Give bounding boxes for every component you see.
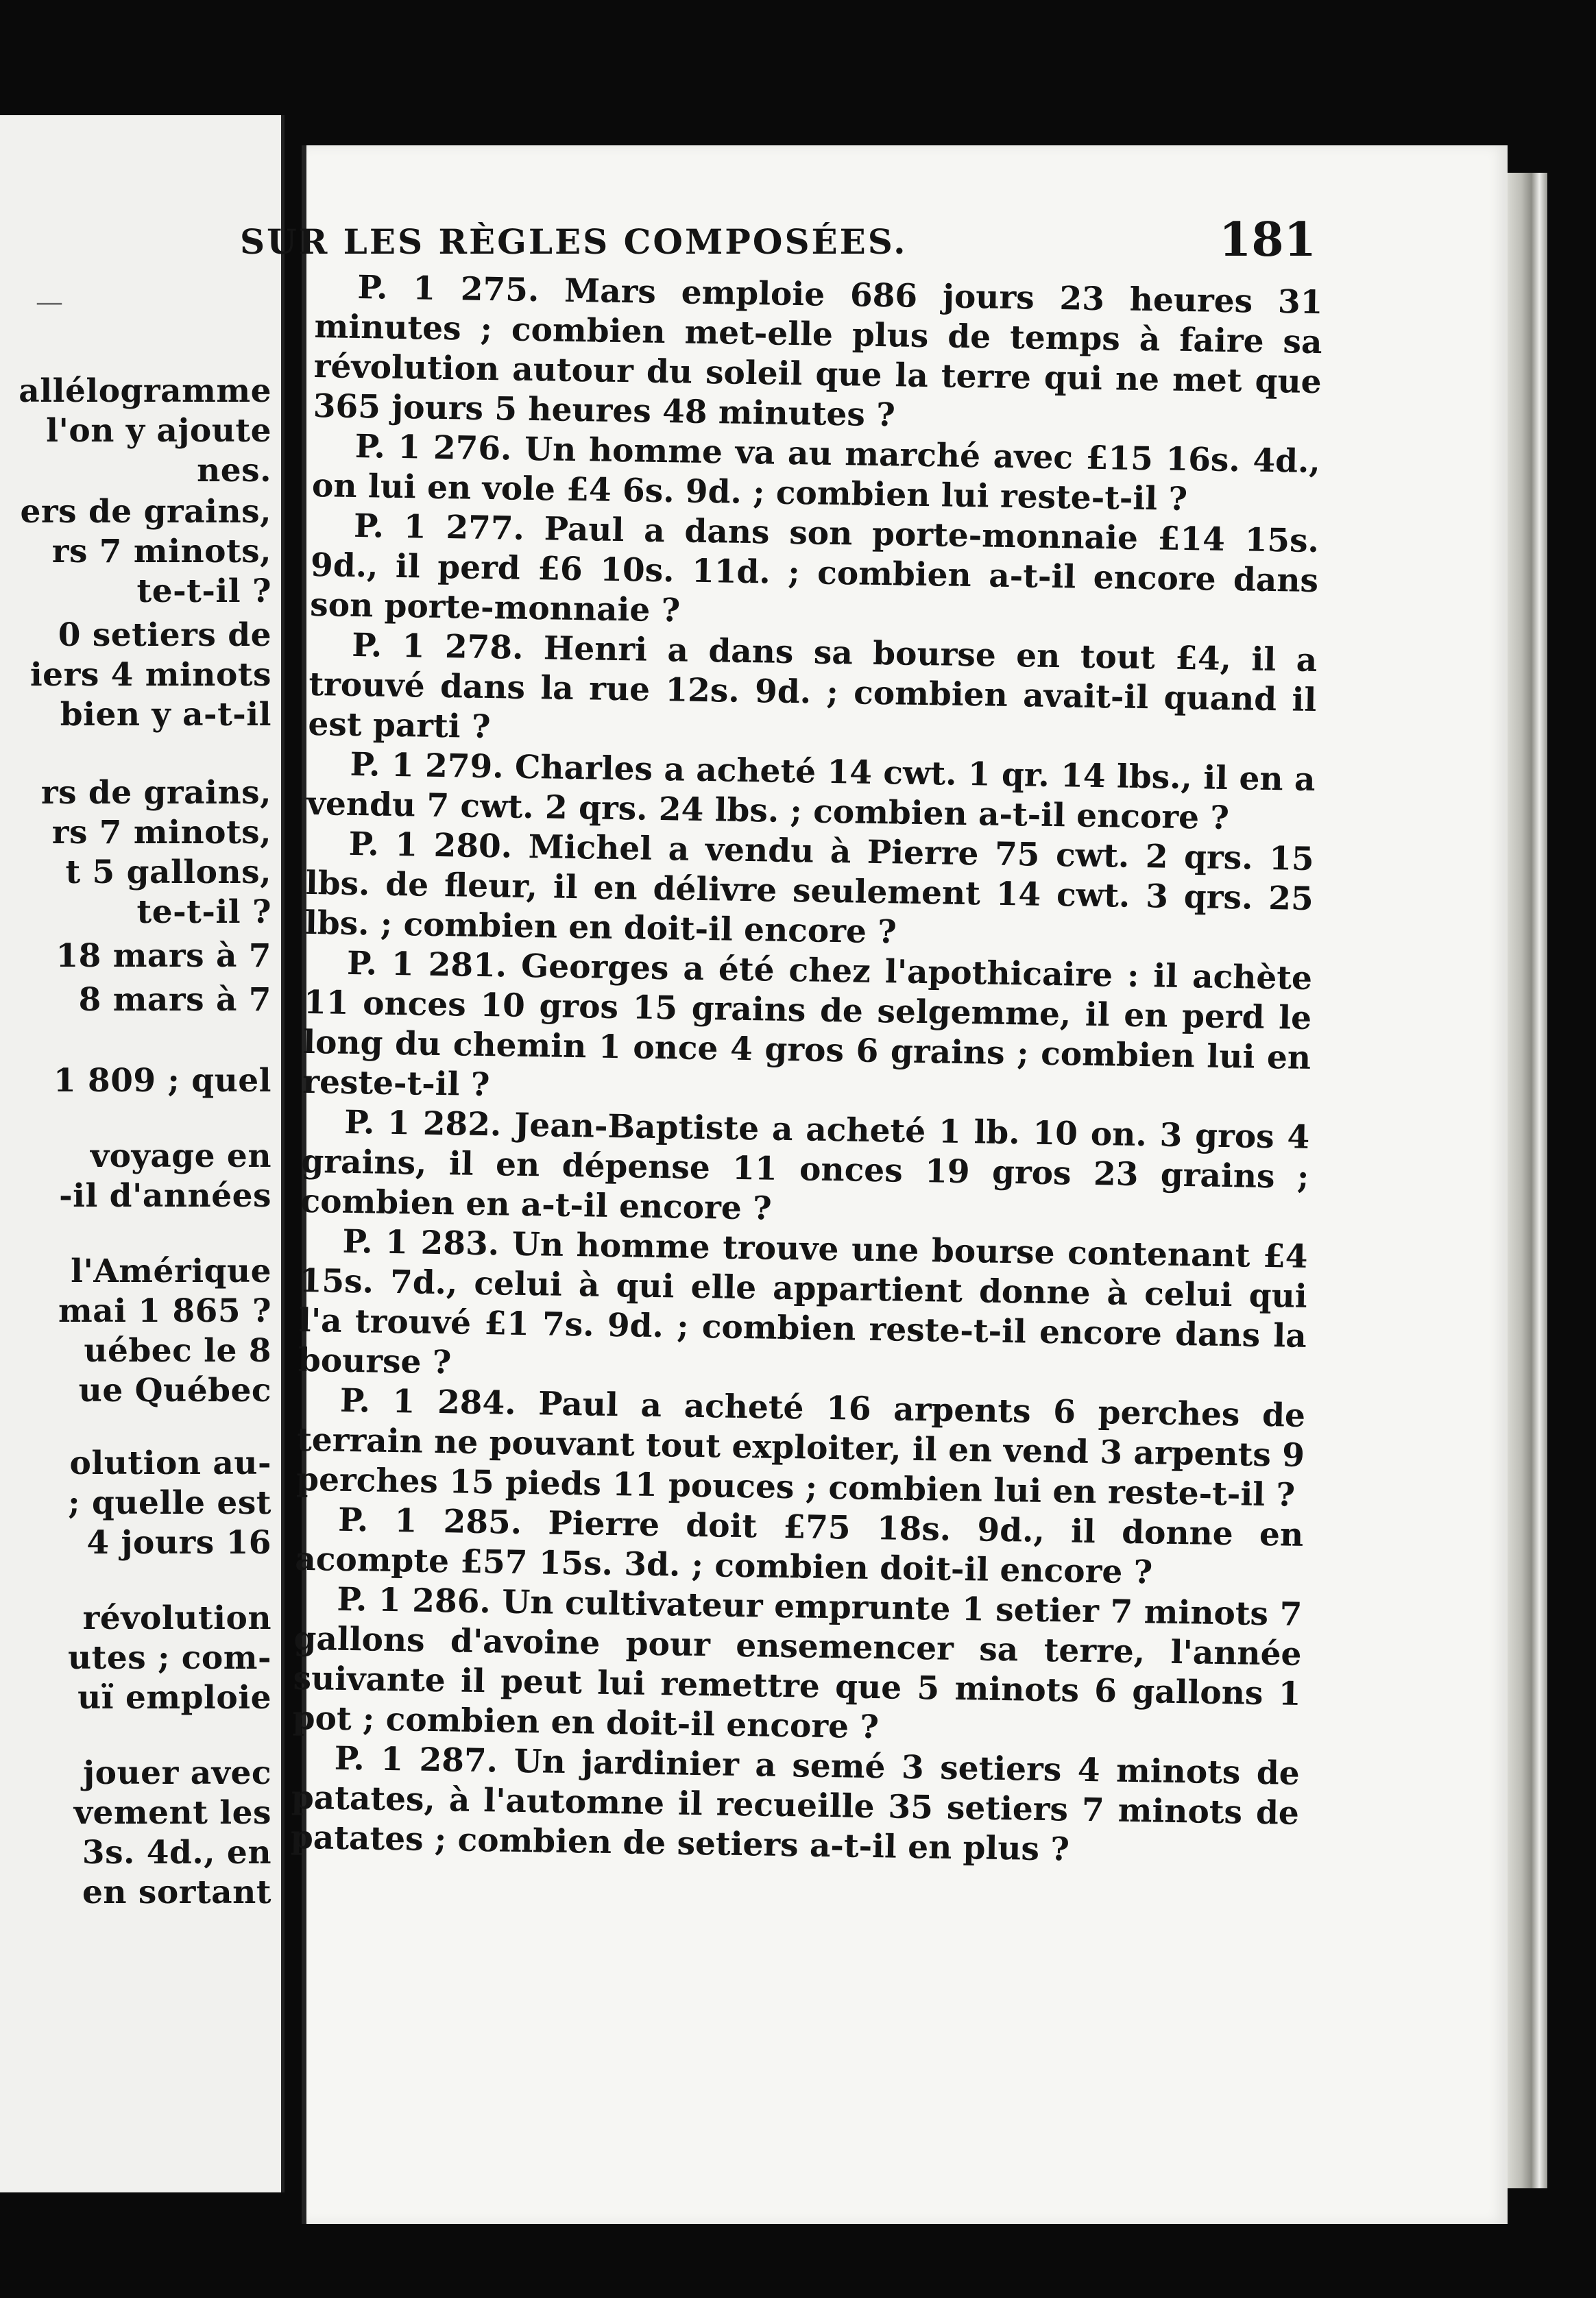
facing-page-line: 3s. 4d., en [82, 1834, 271, 1872]
facing-page-line: 1 809 ; quel [53, 1062, 271, 1100]
running-title: SUR LES RÈGLES COMPOSÉES. [240, 221, 908, 262]
facing-page-line: jouer avec [83, 1754, 271, 1792]
problem-paragraph: P. 1 287. Un jardinier a semé 3 setiers 4 minots de patates, à l'automne il recueille 35 setiers 7 minots de patates ; combien de setiers a-t-il en plus ? [290, 1739, 1301, 1869]
facing-page-line: rs 7 minots, [51, 533, 271, 570]
problem-paragraph: P. 1 278. Henri a dans sa bourse en tout £4, il a trouvé dans la rue 12s. 9d. ; combien avait-il quand il est parti ? [308, 626, 1318, 747]
facing-page-line: 4 jours 16 [86, 1524, 271, 1562]
problem-paragraph: P. 1 276. Un homme va au marché avec £15 16s. 4d., on lui en vole £4 6s. 9d. ; combien lui reste-t-il ? [311, 427, 1321, 519]
problem-paragraph: P. 1 286. Un cultivateur emprunte 1 setier 7 minots 7 gallons d'avoine pour ensemencer sa terre, l'année suivante il peut lui remettre que 5 minots 6 gallons 1 pot ; combien en doit-il encore ? [292, 1580, 1303, 1747]
facing-page-line: uébec le 8 [84, 1332, 271, 1370]
problem-list [291, 267, 1323, 1874]
facing-page-line: révolution [82, 1599, 271, 1637]
page-number: 181 [1219, 213, 1316, 267]
facing-page-line: ; quelle est [68, 1484, 271, 1522]
facing-page-line: 18 mars à 7 [56, 937, 271, 975]
facing-page-line: olution au- [69, 1444, 271, 1482]
facing-page-line: 8 mars à 7 [78, 981, 271, 1019]
facing-page-line: en sortant [82, 1874, 271, 1911]
running-head [240, 213, 1316, 267]
problem-paragraph: P. 1 279. Charles a acheté 14 cwt. 1 qr. 14 lbs., il en a vendu 7 cwt. 2 qrs. 24 lbs. ; combien a-t-il encore ? [306, 745, 1316, 838]
facing-page-line: rs 7 minots, [51, 814, 271, 851]
problem-paragraph: P. 1 284. Paul a acheté 16 arpents 6 perches de terrain ne pouvant tout exploiter, il en vend 3 arpents 9 perches 15 pieds 11 pouces ; combien lui en reste-t-il ? [295, 1381, 1306, 1514]
facing-page-line: utes ; com- [67, 1639, 271, 1677]
facing-page-line: iers 4 minots [29, 656, 271, 694]
facing-page-line: rs de grains, [40, 774, 271, 812]
facing-page-line: ers de grains, [20, 493, 271, 531]
problem-paragraph: P. 1 281. Georges a été chez l'apothicaire : il achète 11 onces 10 gros 15 grains de selgemme, il en perd le long du chemin 1 once 4 gros 6 grains ; combien lui en reste-t-il ? [302, 944, 1313, 1104]
problem-paragraph: P. 1 275. Mars emploie 686 jours 23 heures 31 minutes ; combien met-elle plus de temps à faire sa révolution autour du soleil que la terre qui ne met que 365 jours 5 heures 48 minutes ? [313, 268, 1323, 435]
facing-page [0, 115, 285, 2192]
facing-page-line: t 5 gallons, [65, 854, 271, 891]
facing-page-line: te-t-il ? [136, 572, 271, 610]
facing-page-line: te-t-il ? [136, 893, 271, 931]
facing-page-line: uï emploie [77, 1679, 271, 1717]
facing-page-line: -il d'années [59, 1177, 271, 1215]
facing-page-line: vement les [73, 1794, 271, 1832]
facing-page-line: 0 setiers de [58, 616, 271, 654]
facing-page-line: mai 1 865 ? [58, 1292, 271, 1330]
facing-page-line: allélogramme [19, 372, 271, 410]
facing-page-line: l'Amérique [71, 1253, 271, 1290]
problem-paragraph: P. 1 285. Pierre doit £75 18s. 9d., il donne en acompte £57 15s. 3d. ; combien doit-il encore ? [294, 1501, 1304, 1592]
facing-page-line: nes. [197, 452, 271, 489]
problem-paragraph: P. 1 283. Un homme trouve une bourse contenant £4 15s. 7d., celui à qui elle appartient donne à celui qui l'a trouvé £1 7s. 9d. ; combien reste-t-il encore dans la bourse ? [298, 1222, 1308, 1382]
facing-page-line: ue Québec [78, 1372, 271, 1410]
problem-paragraph: P. 1 277. Paul a dans son porte-monnaie £14 15s. 9d., il perd £6 10s. 11d. ; combien a-t-il encore dans son porte-monnaie ? [309, 507, 1320, 630]
problem-paragraph: P. 1 280. Michel a vendu à Pierre 75 cwt. 2 qrs. 15 lbs. de fleur, il en délivre seulement 14 cwt. 3 qrs. 25 lbs. ; combien en doit-il encore ? [304, 825, 1315, 952]
facing-page-line: bien y a-t-il [60, 696, 271, 734]
problem-paragraph: P. 1 282. Jean-Baptiste a acheté 1 lb. 10 on. 3 gros 4 grains, il en dépense 11 onces 19 gros 23 grains ; combien en a-t-il encore ? [300, 1103, 1310, 1228]
facing-page-line: l'on y ajoute [46, 412, 271, 450]
facing-page-margin-mark: — [36, 287, 63, 318]
facing-page-line: voyage en [90, 1137, 271, 1175]
